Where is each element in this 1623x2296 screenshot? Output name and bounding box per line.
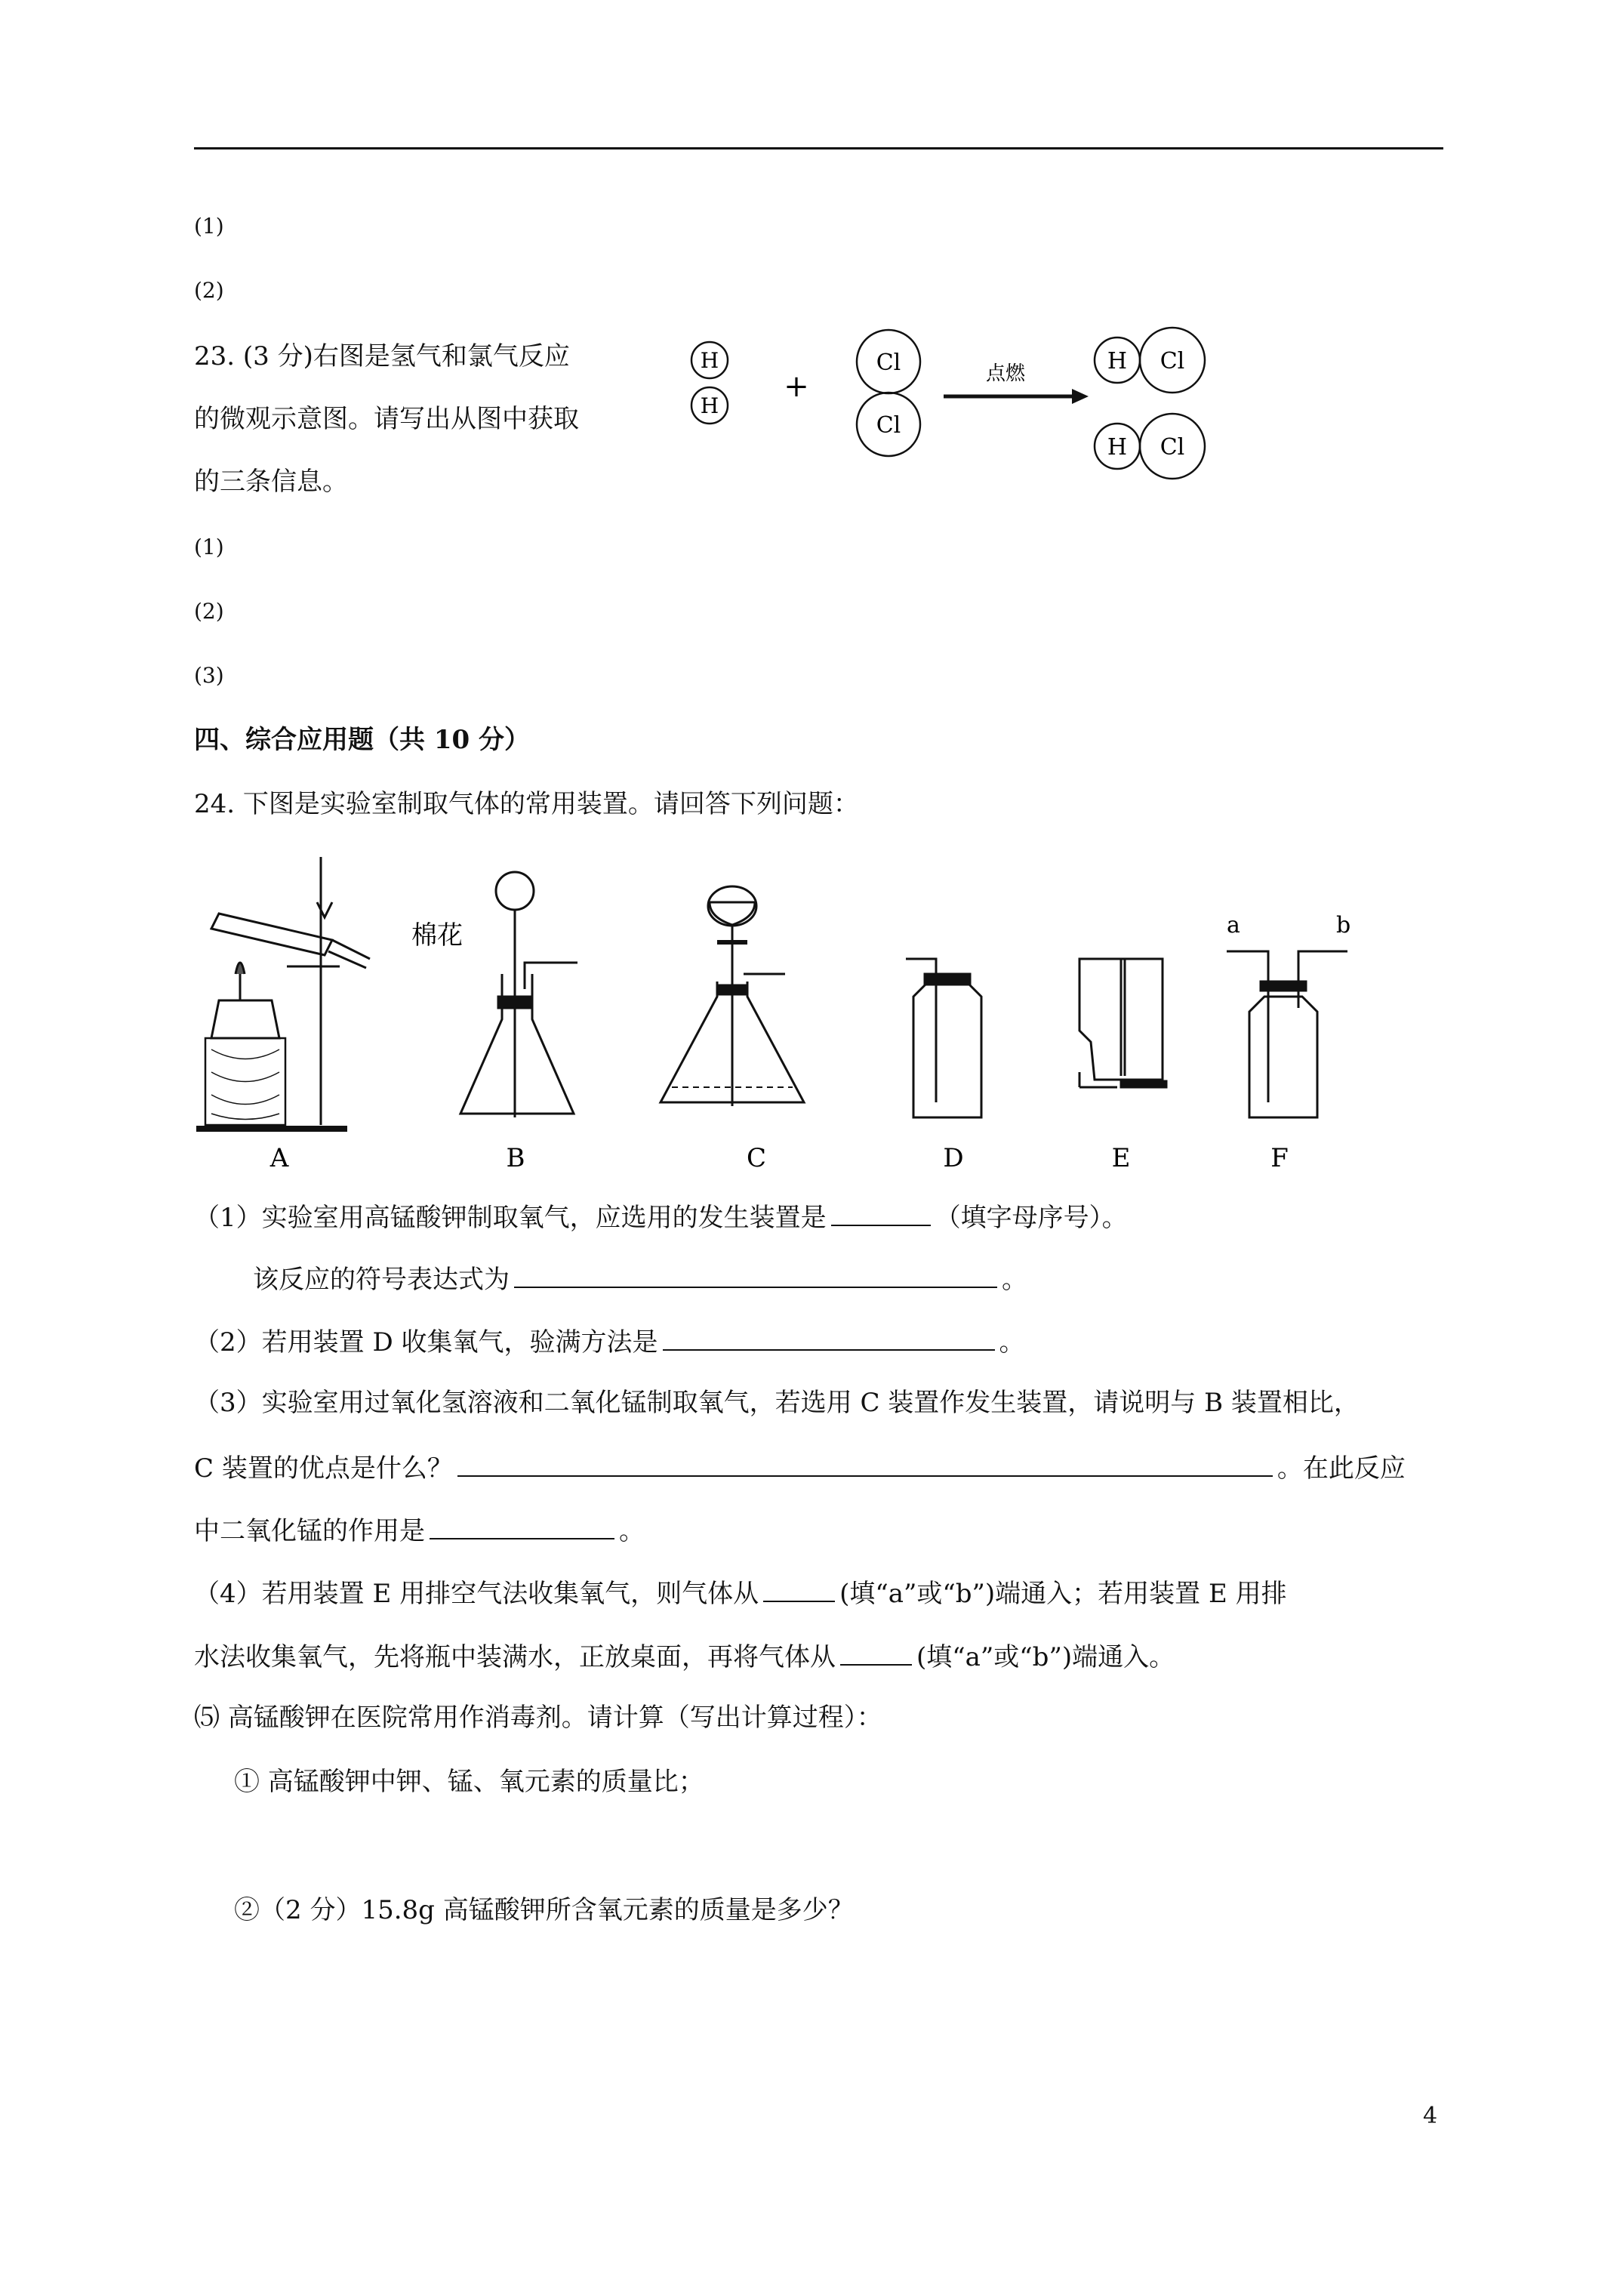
p3-blank-1 (457, 1451, 1273, 1477)
q23-text-3: 的三条信息。 (194, 467, 348, 497)
arrow-head (1072, 389, 1089, 404)
p4-blank-1 (763, 1576, 835, 1602)
answer-line-1: (1) (194, 214, 224, 239)
cl2-molecule (857, 330, 920, 456)
reaction-condition: 点燃 (985, 362, 1026, 385)
q24-part5: ⑸ 高锰酸钾在医院常用作消毒剂。请计算（写出计算过程）： (194, 1703, 882, 1733)
p2-blank (663, 1325, 995, 1351)
label-e: E (1111, 1143, 1131, 1173)
p1-blank-2 (514, 1262, 997, 1288)
label-f: F (1270, 1143, 1289, 1173)
apparatus-e (1079, 959, 1166, 1087)
q24-part1 (194, 1200, 1128, 1233)
p1-text-c: 该反应的符号表达式为 (253, 1265, 510, 1295)
q24-part5-1: ① 高锰酸钾中钾、锰、氧元素的质量比； (234, 1767, 704, 1797)
q24-intro: 24. 下图是实验室制取气体的常用装置。请回答下列问题： (194, 789, 859, 819)
label-c: C (746, 1143, 767, 1173)
p3-text-d: 中二氧化锰的作用是 (194, 1516, 425, 1546)
port-a-label: a (1227, 912, 1240, 938)
p4-text-a: （4）若用装置 E 用排空气法收集氧气，则气体从 (194, 1579, 759, 1609)
q23-answer-2: (2) (194, 599, 224, 624)
q23-text-2: 的微观示意图。请写出从图中获取 (194, 404, 579, 434)
p1-text-d: 。 (1002, 1265, 1027, 1295)
label-a: A (269, 1143, 289, 1173)
q24-part4-line1 (194, 1576, 1287, 1609)
p4-text-b: (填“a”或“b”)端通入；若用装置 E 用排 (839, 1579, 1287, 1609)
header-rule (194, 147, 1443, 149)
atom-h-1: H (700, 348, 719, 373)
plus-sign: + (784, 369, 809, 404)
answer-line-2: (2) (194, 278, 224, 303)
cotton-label: 棉花 (411, 920, 463, 951)
q24-part2 (194, 1325, 1025, 1358)
p4-text-d: (填“a”或“b”)端通入。 (916, 1642, 1175, 1672)
p3-blank-2 (430, 1514, 614, 1539)
atom-cl-1: Cl (876, 350, 901, 376)
p3-text-b: C 装置的优点是什么？ (194, 1453, 453, 1484)
q24-part3-line3 (194, 1514, 645, 1546)
q23-answer-3: (3) (194, 663, 224, 688)
page-number: 4 (1423, 2103, 1438, 2129)
q23-text-1: 23. (3 分)右图是氢气和氯气反应 (194, 341, 570, 371)
q24-part1-line2 (253, 1262, 1027, 1295)
q24-part3-line2 (194, 1451, 1406, 1484)
apparatus-f (1227, 951, 1347, 1117)
p4-text-c: 水法收集氧气，先将瓶中装满水，正放桌面，再将气体从 (194, 1642, 836, 1672)
p4-blank-2 (840, 1640, 912, 1666)
p1-text-a: （1）实验室用高锰酸钾制取氧气，应选用的发生装置是 (194, 1203, 827, 1233)
q24-part3-line1: （3）实验室用过氧化氢溶液和二氧化锰制取氧气，若选用 C 装置作发生装置，请说明与 B 装置相比， (194, 1388, 1360, 1418)
p2-text-a: （2）若用装置 D 收集氧气，验满方法是 (194, 1327, 658, 1358)
atom-h-2: H (700, 393, 719, 418)
atom-cl-2: Cl (876, 412, 901, 439)
hcl-molecule-2 (1095, 414, 1205, 479)
apparatus-figure (189, 846, 1366, 1178)
atom-h-3: H (1107, 348, 1128, 374)
apparatus-b (460, 872, 577, 1117)
section-heading: 四、综合应用题（共 10 分） (194, 725, 530, 755)
atom-h-4: H (1107, 434, 1128, 461)
p1-blank-1 (831, 1200, 931, 1226)
label-d: D (943, 1143, 964, 1173)
q24-part4-line2 (194, 1640, 1175, 1672)
apparatus-a (196, 857, 370, 1129)
h2-molecule (691, 342, 728, 424)
q23-answer-1: (1) (194, 535, 224, 559)
p1-text-b: （填字母序号）。 (935, 1203, 1128, 1233)
label-b: B (506, 1143, 525, 1173)
apparatus-c (661, 886, 804, 1106)
atom-cl-4: Cl (1160, 434, 1185, 461)
reaction-diagram (664, 321, 1223, 487)
p2-text-b: 。 (999, 1327, 1025, 1358)
p3-text-c: 。在此反应 (1277, 1453, 1406, 1484)
apparatus-d (906, 959, 981, 1117)
p3-text-e: 。 (619, 1516, 645, 1546)
atom-cl-3: Cl (1160, 348, 1185, 374)
q24-part5-2: ②（2 分）15.8g 高锰酸钾所含氧元素的质量是多少？ (234, 1895, 854, 1925)
port-b-label: b (1336, 912, 1351, 938)
hcl-molecule-1 (1095, 328, 1205, 393)
